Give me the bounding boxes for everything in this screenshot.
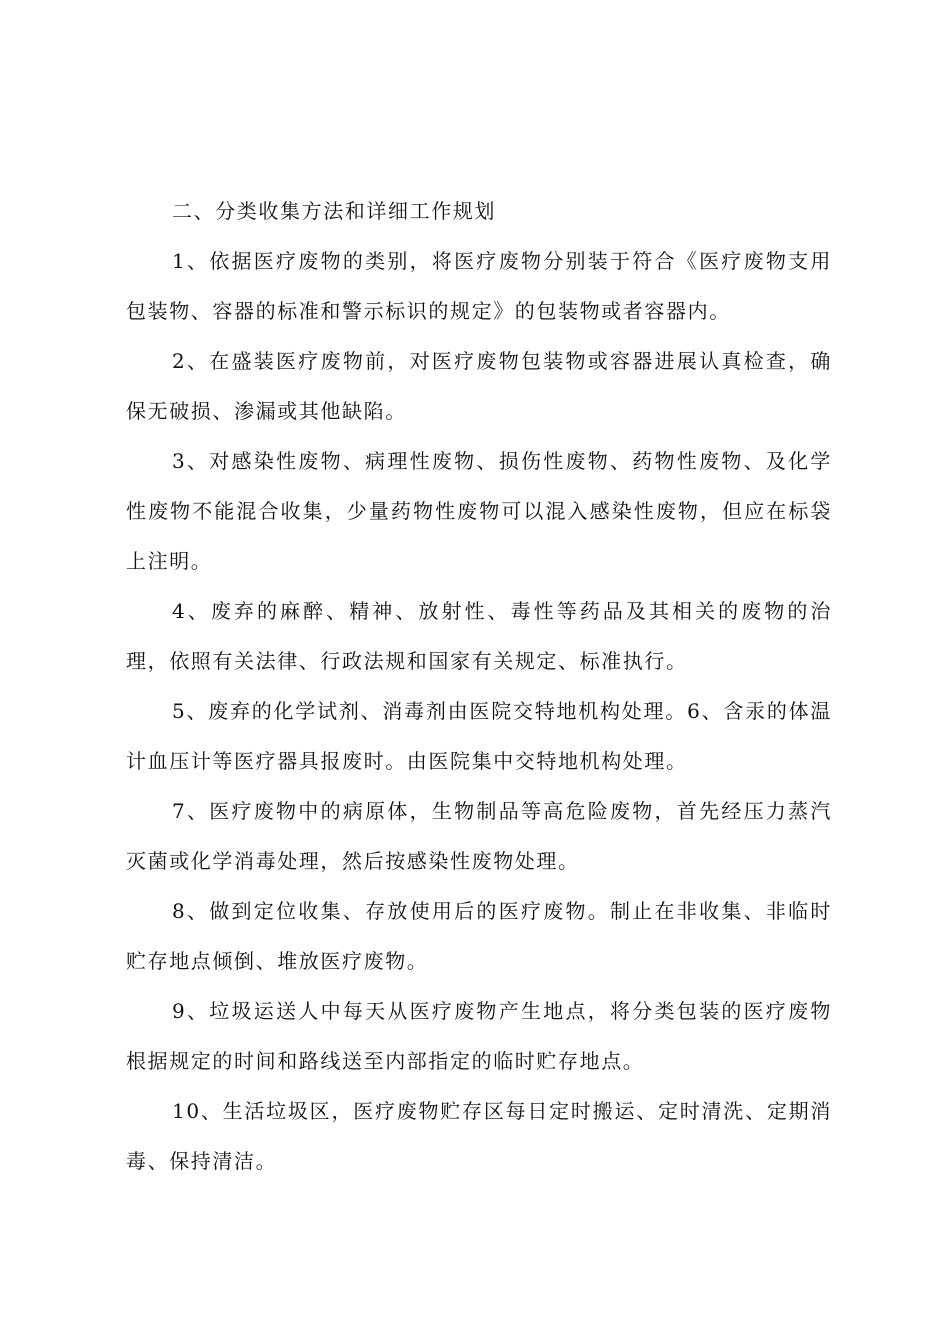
paragraph-3: 3、对感染性废物、病理性废物、损伤性废物、药物性废物、及化学性废物不能混合收集，少量药物性废物可以混入感染性废物，但应在标袋上注明。	[126, 449, 832, 573]
document-body	[126, 186, 832, 1186]
paragraph-1: 1、依据医疗废物的类别，将医疗废物分别装于符合《医疗废物支用包装物、容器的标准和警示标识的规定》的包装物或者容器内。	[126, 249, 832, 323]
section-heading: 二、分类收集方法和详细工作规划	[172, 199, 496, 223]
paragraph-8: 8、做到定位收集、存放使用后的医疗废物。制止在非收集、非临时贮存地点倾倒、堆放医疗废物。	[126, 899, 832, 973]
paragraph-10: 10、生活垃圾区，医疗废物贮存区每日定时搬运、定时清洗、定期消毒、保持清洁。	[126, 1099, 832, 1173]
paragraph-9: 9、垃圾运送人中每天从医疗废物产生地点，将分类包装的医疗废物根据规定的时间和路线送至内部指定的临时贮存地点。	[126, 999, 832, 1073]
paragraph-2: 2、在盛装医疗废物前，对医疗废物包装物或容器进展认真检查，确保无破损、渗漏或其他缺陷。	[126, 349, 832, 423]
paragraph-7: 7、医疗废物中的病原体，生物制品等高危险废物，首先经压力蒸汽灭菌或化学消毒处理，然后按感染性废物处理。	[126, 799, 832, 873]
paragraph-5: 5、废弃的化学试剂、消毒剂由医院交特地机构处理。6、含汞的体温计血压计等医疗器具报废时。由医院集中交特地机构处理。	[126, 699, 832, 773]
paragraph-4: 4、废弃的麻醉、精神、放射性、毒性等药品及其相关的废物的治理，依照有关法律、行政法规和国家有关规定、标准执行。	[126, 599, 832, 673]
